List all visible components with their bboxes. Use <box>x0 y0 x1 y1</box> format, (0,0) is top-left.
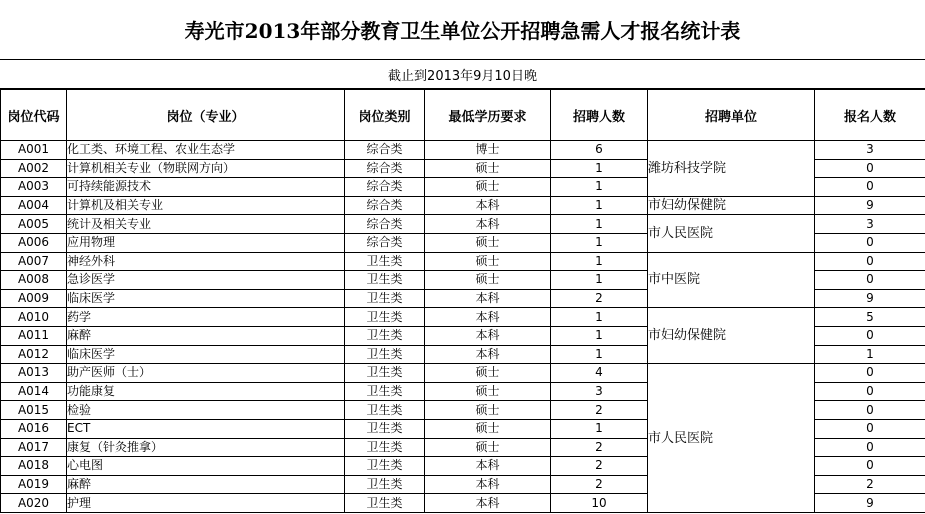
cell-position[interactable]: 功能康复 <box>67 382 345 401</box>
cell-position[interactable]: 计算机及相关专业 <box>67 196 345 215</box>
cell-code[interactable]: A017 <box>1 438 67 457</box>
cell-hires[interactable]: 3 <box>551 382 648 401</box>
cell-applicants[interactable]: 0 <box>815 419 925 438</box>
recruitment-table <box>0 89 925 513</box>
cell-unit[interactable]: 市人民医院 <box>648 364 815 513</box>
page-title: 寿光市2013年部分教育卫生单位公开招聘急需人才报名统计表 <box>0 0 925 60</box>
cell-education[interactable]: 本科 <box>425 345 551 364</box>
cell-hires[interactable]: 1 <box>551 271 648 290</box>
cell-code[interactable]: A007 <box>1 252 67 271</box>
cell-hires[interactable]: 1 <box>551 196 648 215</box>
header-code[interactable]: 岗位代码 <box>1 90 67 141</box>
cell-applicants[interactable]: 0 <box>815 159 925 178</box>
cell-hires[interactable]: 1 <box>551 345 648 364</box>
cell-code[interactable]: A020 <box>1 494 67 513</box>
cell-hires[interactable]: 2 <box>551 475 648 494</box>
cell-category[interactable]: 综合类 <box>345 141 425 160</box>
cell-education[interactable]: 硕士 <box>425 401 551 420</box>
cell-applicants[interactable]: 0 <box>815 233 925 252</box>
cell-hires[interactable]: 2 <box>551 457 648 476</box>
cell-hires[interactable]: 1 <box>551 308 648 327</box>
cell-position[interactable]: 化工类、环境工程、农业生态学 <box>67 141 345 160</box>
cell-position[interactable]: 神经外科 <box>67 252 345 271</box>
cell-position[interactable]: 康复（针灸推拿） <box>67 438 345 457</box>
cell-education[interactable]: 硕士 <box>425 159 551 178</box>
cell-position[interactable]: 麻醉 <box>67 326 345 345</box>
cell-hires[interactable]: 2 <box>551 289 648 308</box>
cell-unit[interactable]: 潍坊科技学院 <box>648 141 815 197</box>
cell-applicants[interactable]: 0 <box>815 438 925 457</box>
cell-applicants[interactable]: 0 <box>815 326 925 345</box>
cell-education[interactable]: 本科 <box>425 326 551 345</box>
cell-hires[interactable]: 1 <box>551 252 648 271</box>
cell-applicants[interactable]: 1 <box>815 345 925 364</box>
cell-category[interactable]: 综合类 <box>345 178 425 197</box>
cell-applicants[interactable]: 9 <box>815 196 925 215</box>
cell-category[interactable]: 卫生类 <box>345 475 425 494</box>
cell-education[interactable]: 硕士 <box>425 178 551 197</box>
cell-code[interactable]: A006 <box>1 233 67 252</box>
cell-applicants[interactable]: 9 <box>815 494 925 513</box>
cell-code[interactable]: A005 <box>1 215 67 234</box>
header-unit[interactable]: 招聘单位 <box>648 90 815 141</box>
cell-position[interactable]: 急诊医学 <box>67 271 345 290</box>
table-row <box>1 196 925 215</box>
cell-category[interactable]: 卫生类 <box>345 364 425 383</box>
cell-applicants[interactable]: 0 <box>815 457 925 476</box>
cell-hires[interactable]: 10 <box>551 494 648 513</box>
cell-position[interactable]: 应用物理 <box>67 233 345 252</box>
cell-code[interactable]: A018 <box>1 457 67 476</box>
cell-position[interactable]: 护理 <box>67 494 345 513</box>
cell-code[interactable]: A012 <box>1 345 67 364</box>
table-row <box>1 252 925 271</box>
cell-code[interactable]: A011 <box>1 326 67 345</box>
cell-code[interactable]: A003 <box>1 178 67 197</box>
cell-applicants[interactable]: 0 <box>815 178 925 197</box>
cell-education[interactable]: 硕士 <box>425 233 551 252</box>
cell-hires[interactable]: 1 <box>551 215 648 234</box>
cell-applicants[interactable]: 0 <box>815 364 925 383</box>
cell-applicants[interactable]: 0 <box>815 271 925 290</box>
cell-applicants[interactable]: 0 <box>815 252 925 271</box>
cell-position[interactable]: 临床医学 <box>67 345 345 364</box>
cell-code[interactable]: A010 <box>1 308 67 327</box>
cell-category[interactable]: 卫生类 <box>345 438 425 457</box>
cell-code[interactable]: A019 <box>1 475 67 494</box>
cell-category[interactable]: 卫生类 <box>345 326 425 345</box>
header-row <box>1 90 925 141</box>
table-row <box>1 364 925 383</box>
cell-applicants[interactable]: 0 <box>815 382 925 401</box>
header-applicants[interactable]: 报名人数 <box>815 90 925 141</box>
cell-position[interactable]: 统计及相关专业 <box>67 215 345 234</box>
cell-education[interactable]: 硕士 <box>425 438 551 457</box>
header-education[interactable]: 最低学历要求 <box>425 90 551 141</box>
cell-code[interactable]: A004 <box>1 196 67 215</box>
cell-category[interactable]: 综合类 <box>345 233 425 252</box>
cell-category[interactable]: 卫生类 <box>345 271 425 290</box>
cell-applicants[interactable]: 5 <box>815 308 925 327</box>
cell-applicants[interactable]: 3 <box>815 215 925 234</box>
cell-education[interactable]: 硕士 <box>425 382 551 401</box>
cell-category[interactable]: 卫生类 <box>345 401 425 420</box>
cell-position[interactable]: 助产医师（士） <box>67 364 345 383</box>
cell-category[interactable]: 卫生类 <box>345 419 425 438</box>
cell-applicants[interactable]: 0 <box>815 401 925 420</box>
cell-education[interactable]: 硕士 <box>425 271 551 290</box>
cell-code[interactable]: A008 <box>1 271 67 290</box>
cell-applicants[interactable]: 9 <box>815 289 925 308</box>
cell-education[interactable]: 本科 <box>425 289 551 308</box>
cell-applicants[interactable]: 3 <box>815 141 925 160</box>
cell-position[interactable]: 心电图 <box>67 457 345 476</box>
cell-education[interactable]: 本科 <box>425 475 551 494</box>
cell-hires[interactable]: 2 <box>551 401 648 420</box>
cell-education[interactable]: 本科 <box>425 196 551 215</box>
cell-code[interactable]: A013 <box>1 364 67 383</box>
cell-education[interactable]: 本科 <box>425 457 551 476</box>
cell-category[interactable]: 综合类 <box>345 215 425 234</box>
header-category[interactable]: 岗位类别 <box>345 90 425 141</box>
cell-category[interactable]: 综合类 <box>345 159 425 178</box>
cell-code[interactable]: A016 <box>1 419 67 438</box>
cell-hires[interactable]: 6 <box>551 141 648 160</box>
cell-unit[interactable]: 市妇幼保健院 <box>648 196 815 215</box>
cell-position[interactable]: 临床医学 <box>67 289 345 308</box>
cell-hires[interactable]: 1 <box>551 326 648 345</box>
cell-hires[interactable]: 1 <box>551 233 648 252</box>
cell-education[interactable]: 硕士 <box>425 419 551 438</box>
header-hires[interactable]: 招聘人数 <box>551 90 648 141</box>
cell-hires[interactable]: 4 <box>551 364 648 383</box>
cell-position[interactable]: 麻醉 <box>67 475 345 494</box>
table-row <box>1 141 925 160</box>
cell-category[interactable]: 综合类 <box>345 196 425 215</box>
cell-category[interactable]: 卫生类 <box>345 289 425 308</box>
cell-education[interactable]: 博士 <box>425 141 551 160</box>
header-position[interactable]: 岗位（专业） <box>67 90 345 141</box>
cell-education[interactable]: 硕士 <box>425 252 551 271</box>
cell-position[interactable]: 计算机相关专业（物联网方向） <box>67 159 345 178</box>
cell-unit[interactable]: 市妇幼保健院 <box>648 308 815 364</box>
cell-code[interactable]: A001 <box>1 141 67 160</box>
deadline-note: 截止到2013年9月10日晚 <box>0 60 925 89</box>
cell-category[interactable]: 卫生类 <box>345 252 425 271</box>
cell-education[interactable]: 硕士 <box>425 364 551 383</box>
cell-category[interactable]: 卫生类 <box>345 457 425 476</box>
cell-position[interactable]: 药学 <box>67 308 345 327</box>
table-row <box>1 215 925 234</box>
cell-hires[interactable]: 1 <box>551 178 648 197</box>
cell-category[interactable]: 卫生类 <box>345 382 425 401</box>
cell-category[interactable]: 卫生类 <box>345 308 425 327</box>
cell-education[interactable]: 本科 <box>425 494 551 513</box>
cell-hires[interactable]: 1 <box>551 419 648 438</box>
cell-category[interactable]: 卫生类 <box>345 494 425 513</box>
cell-education[interactable]: 本科 <box>425 308 551 327</box>
cell-hires[interactable]: 2 <box>551 438 648 457</box>
cell-code[interactable]: A002 <box>1 159 67 178</box>
cell-education[interactable]: 本科 <box>425 215 551 234</box>
cell-category[interactable]: 卫生类 <box>345 345 425 364</box>
cell-code[interactable]: A014 <box>1 382 67 401</box>
cell-unit[interactable]: 市中医院 <box>648 252 815 308</box>
table-body <box>1 141 925 513</box>
cell-position[interactable]: 检验 <box>67 401 345 420</box>
cell-position[interactable]: ECT <box>67 419 345 438</box>
cell-hires[interactable]: 1 <box>551 159 648 178</box>
cell-unit[interactable]: 市人民医院 <box>648 215 815 252</box>
cell-code[interactable]: A009 <box>1 289 67 308</box>
cell-code[interactable]: A015 <box>1 401 67 420</box>
table-row <box>1 308 925 327</box>
cell-position[interactable]: 可持续能源技术 <box>67 178 345 197</box>
cell-applicants[interactable]: 2 <box>815 475 925 494</box>
